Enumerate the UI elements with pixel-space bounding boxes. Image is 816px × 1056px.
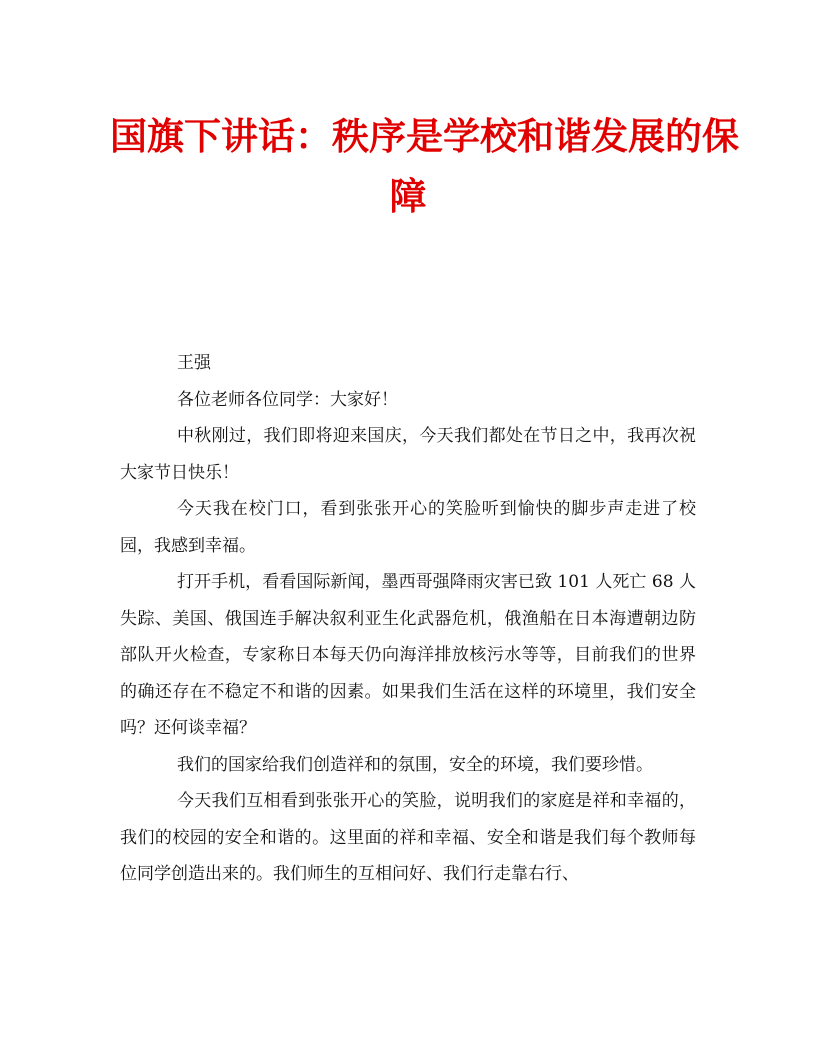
title-line-2: 障 xyxy=(389,174,427,218)
body-paragraph: 今天我们互相看到张张开心的笑脸，说明我们的家庭是祥和幸福的，我们的校园的安全和谐的。这里面的祥和幸福、安全和谐是我们每个教师每位同学创造出来的。我们师生的互相问好、我们行走靠右行、 xyxy=(120,791,696,884)
title-line-1: 国旗下讲话：秩序是学校和谐发展的保 xyxy=(110,114,739,158)
body-paragraph: 今天我在校门口，看到张张开心的笑脸听到愉快的脚步声走进了校园，我感到幸福。 xyxy=(120,499,696,556)
body-paragraph: 我们的国家给我们创造祥和的氛围，安全的环境，我们要珍惜。 xyxy=(177,754,653,775)
body-paragraph: 中秋刚过，我们即将迎来国庆，今天我们都处在节日之中，我再次祝大家节日快乐！ xyxy=(120,426,696,483)
document-body xyxy=(120,345,696,893)
greeting-paragraph: 各位老师各位同学：大家好！ xyxy=(177,389,398,410)
document-title xyxy=(110,106,739,226)
author-name: 王强 xyxy=(177,353,211,373)
body-paragraph: 打开手机，看看国际新闻，墨西哥强降雨灾害已致 101 人死亡 68 人失踪、美国、俄国连手解决叙利亚生化武器危机，俄渔船在日本海遭朝边防部队开火检查，专家称日本每天仍向海洋排放核污水等等，目前我们的世界的确还存在不稳定不和谐的因素。如果我们生活在这样的环境里，我们安全吗？还何谈幸福？ xyxy=(120,572,696,738)
